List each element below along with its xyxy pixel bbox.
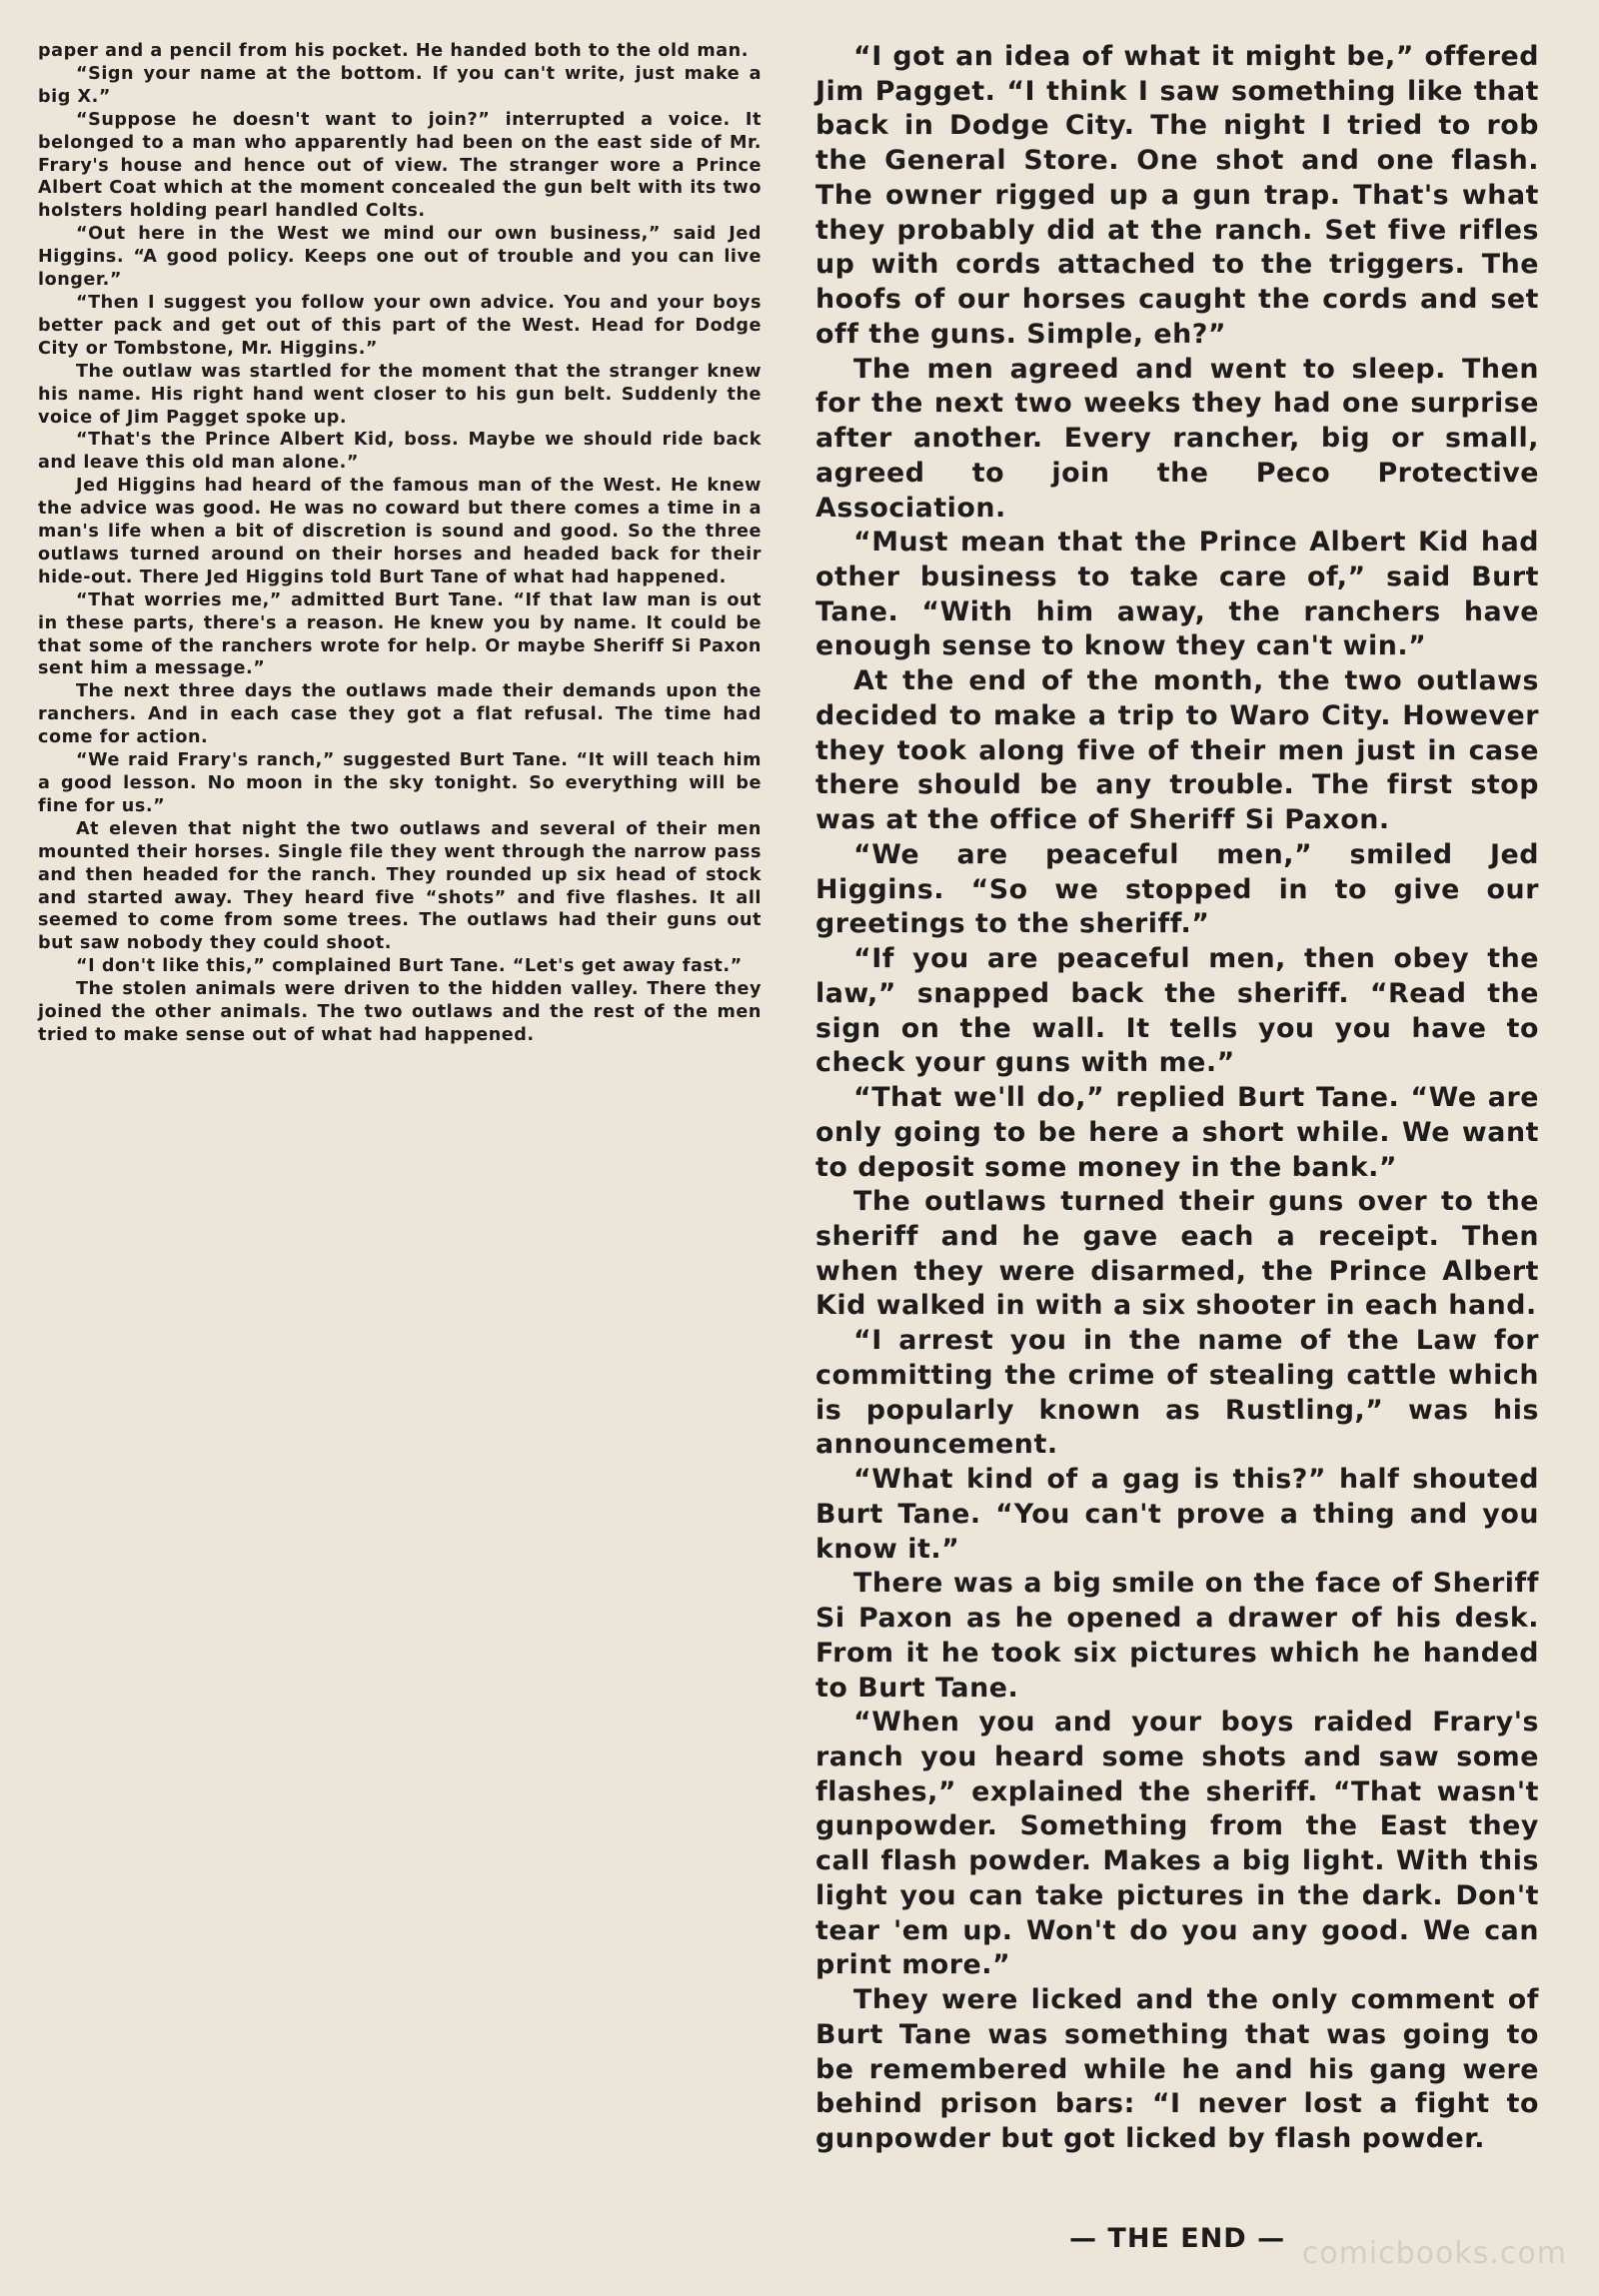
paragraph: The outlaw was startled for the moment that the stranger knew his name. His right hand went closer to his gun belt. Suddenly the voice of Jim Pagget spoke up. [38,361,762,428]
paragraph: “If you are peaceful men, then obey the law,” snapped back the sheriff. “Read the sign on the wall. It tells you you have to check your guns with me.” [815,943,1539,1079]
paragraph: “Must mean that the Prince Albert Kid had other business to take care of,” said Burt Tane. “With him away, the ranchers have enough sense to know they can't win.” [815,527,1539,662]
text-columns [38,40,1539,2157]
paragraph: The stolen animals were driven to the hidden valley. There they joined the other animals. The two outlaws and the rest of the men tried to make sense out of what had happened. [38,979,762,1045]
paragraph: “Suppose he doesn't want to join?” interrupted a voice. It belonged to a man who apparently had been on the east side of Mr. Frary's house and hence out of view. The stranger wore a Prince Albert Coat which at the moment concealed the gun belt with its two holsters holding pearl handled Colts. [38,109,762,222]
the-end-mark: — THE END — [1069,2223,1286,2254]
paragraph: “Out here in the West we mind our own business,” said Jed Higgins. “A good policy. Keeps one out of trouble and you can live longer.” [38,224,762,291]
paragraph: “Then I suggest you follow your own advice. You and your boys better pack and get out of this part of the West. Head for Dodge City or Tombstone, Mr. Higgins.” [38,292,762,359]
site-watermark: comicbooks.com [1301,2236,1567,2271]
paragraph: “That worries me,” admitted Burt Tane. “If that law man is out in these parts, there's a reason. He knew you by name. It could be that some of the ranchers wrote for help. Or maybe Sheriff Si Paxon sent him a message.” [38,589,762,679]
paragraph: “I got an idea of what it might be,” offered Jim Pagget. “I think I saw something like that back in Dodge City. The night I tried to rob the General Store. One shot and one flash. The owner rigged up a gun trap. That's what they probably did at the ranch. Set five rifles up with cords attached to the triggers. The hoofs of our horses caught the cords and set off the guns. Simple, eh?” [815,41,1539,350]
paragraph: “I don't like this,” complained Burt Tane. “Let's get away fast.” [76,956,743,977]
paragraph: “What kind of a gag is this?” half shouted Burt Tane. “You can't prove a thing and you know it.” [815,1464,1539,1565]
paragraph: “That we'll do,” replied Burt Tane. “We are only going to be here a short while. We want to deposit some money in the bank.” [815,1082,1539,1183]
paragraph: The men agreed and went to sleep. Then for the next two weeks they had one surprise after another. Every rancher, big or small, agreed to join the Peco Protective Association. [815,353,1539,524]
paragraph: “I arrest you in the name of the Law for committing the crime of stealing cattle which is popularly known as Rustling,” was his announcement. [815,1325,1539,1461]
paragraph: There was a big smile on the face of Sheriff Si Paxon as he opened a drawer of his desk. From it he took six pictures which he handed to Burt Tane. [815,1568,1539,1704]
paragraph: “We raid Frary's ranch,” suggested Burt Tane. “It will teach him a good lesson. No moon in the sky tonight. So everything will be fine for us.” [38,750,762,816]
right-column [815,40,1539,2157]
paragraph: Jed Higgins had heard of the famous man of the West. He knew the advice was good. He was no coward but there comes a time in a man's life when a bit of discretion is sound and good. So the three outlaws turned around on their horses and headed back for their hide-out. There Jed Higgins told Burt Tane of what had happened. [38,476,762,587]
paragraph: “Sign your name at the bottom. If you can't write, just make a big X.” [38,63,762,107]
paragraph: The next three days the outlaws made their demands upon the ranchers. And in each case they got a flat refusal. The time had come for action. [38,681,762,748]
left-column [38,40,762,2157]
paragraph: “When you and your boys raided Frary's ranch you heard some shots and saw some flashes,” explained the sheriff. “That wasn't gunpowder. Something from the East they call flash powder. Makes a big light. With this light you can take pictures in the dark. Don't tear 'em up. Won't do you any good. We can print more.” [815,1707,1539,1981]
paragraph: At eleven that night the two outlaws and several of their men mounted their horses. Single file they went through the narrow pass and then headed for the ranch. They rounded up six head of stock and started away. They heard five “shots” and five flashes. It all seemed to come from some trees. The outlaws had their guns out but saw nobody they could shoot. [38,818,762,954]
paragraph: “We are peaceful men,” smiled Jed Higgins. “So we stopped in to give our greetings to the sheriff.” [815,838,1539,940]
paragraph: They were licked and the only comment of Burt Tane was something that was going to be remembered while he and his gang were behind prison bars: “I never lost a fight to gunpowder but got licked by flash powder. [815,1984,1539,2155]
paragraph: paper and a pencil from his pocket. He handed both to the old man. [38,41,749,61]
paragraph: The outlaws turned their guns over to the sheriff and he gave each a receipt. Then when they were disarmed, the Prince Albert Kid walked in with a six shooter in each hand. [815,1186,1539,1322]
paragraph: “That's the Prince Albert Kid, boss. Maybe we should ride back and leave this old man alone.” [38,430,762,474]
paragraph: At the end of the month, the two outlaws decided to make a trip to Waro City. However they took along five of their men just in case there should be any trouble. The first stop was at the office of Sheriff Si Paxon. [815,665,1539,836]
